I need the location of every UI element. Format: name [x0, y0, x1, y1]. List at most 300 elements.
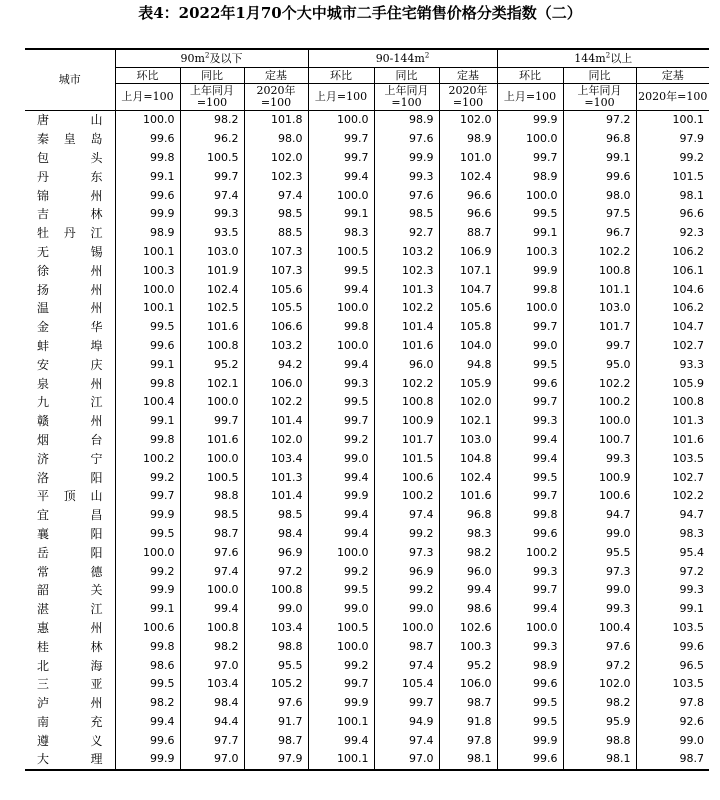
- index-value: 100.0: [115, 111, 180, 130]
- index-value: 100.8: [244, 581, 308, 600]
- index-value: 97.2: [244, 562, 308, 581]
- index-value: 99.3: [374, 167, 439, 186]
- city-name: 遵义: [37, 733, 103, 748]
- index-value: 99.4: [115, 713, 180, 732]
- index-value: 102.3: [374, 261, 439, 280]
- index-value: 101.5: [636, 167, 709, 186]
- index-value: 99.5: [115, 675, 180, 694]
- index-value: 99.5: [497, 468, 563, 487]
- table-row: [25, 243, 709, 262]
- index-value: 97.5: [563, 205, 636, 224]
- index-value: 100.6: [115, 619, 180, 638]
- index-value: 98.7: [180, 525, 244, 544]
- index-value: 97.4: [180, 562, 244, 581]
- index-value: 102.0: [244, 431, 308, 450]
- index-value: 99.7: [180, 412, 244, 431]
- index-value: 104.0: [439, 337, 497, 356]
- index-value: 98.4: [244, 525, 308, 544]
- table-row: [25, 506, 709, 525]
- index-value: 105.9: [439, 374, 497, 393]
- index-value: 101.6: [374, 337, 439, 356]
- index-value: 95.2: [439, 656, 497, 675]
- index-value: 97.9: [636, 130, 709, 149]
- table-row: [25, 318, 709, 337]
- index-value: 99.4: [308, 525, 374, 544]
- index-value: 99.3: [497, 562, 563, 581]
- index-value: 99.5: [497, 694, 563, 713]
- index-value: 99.4: [308, 506, 374, 525]
- index-value: 88.5: [244, 224, 308, 243]
- index-value: 100.8: [180, 619, 244, 638]
- index-value: 98.3: [636, 525, 709, 544]
- index-value: 96.0: [439, 562, 497, 581]
- index-value: 98.3: [308, 224, 374, 243]
- index-value: 106.2: [636, 243, 709, 262]
- index-value: 100.5: [308, 619, 374, 638]
- index-value: 104.8: [439, 449, 497, 468]
- table-row: [25, 750, 709, 770]
- table-row: [25, 355, 709, 374]
- index-value: 99.7: [308, 130, 374, 149]
- index-value: 97.4: [374, 506, 439, 525]
- base-header-yoy: 上年同月=100: [563, 84, 636, 111]
- index-value: 102.2: [374, 374, 439, 393]
- city-name: 三亚: [37, 677, 103, 692]
- index-value: 98.7: [244, 731, 308, 750]
- index-value: 102.3: [244, 167, 308, 186]
- index-value: 99.0: [374, 600, 439, 619]
- index-value: 99.8: [308, 318, 374, 337]
- city-name: 北海: [37, 658, 103, 673]
- table-row: [25, 280, 709, 299]
- index-value: 99.5: [497, 355, 563, 374]
- index-value: 102.4: [180, 280, 244, 299]
- index-value: 97.2: [636, 562, 709, 581]
- table-row: [25, 431, 709, 450]
- base-header-mom: 上月=100: [308, 84, 374, 111]
- index-value: 97.0: [180, 750, 244, 770]
- index-value: 102.7: [636, 468, 709, 487]
- index-value: 102.2: [563, 243, 636, 262]
- index-value: 98.9: [439, 130, 497, 149]
- city-name: 南充: [37, 714, 103, 729]
- index-value: 99.2: [308, 562, 374, 581]
- city-name: 惠州: [37, 620, 103, 635]
- index-value: 100.4: [563, 619, 636, 638]
- index-value: 103.2: [374, 243, 439, 262]
- table-row: [25, 581, 709, 600]
- city-name: 济宁: [37, 451, 103, 466]
- table-row: [25, 299, 709, 318]
- index-value: 103.0: [180, 243, 244, 262]
- city-name: 牡丹江: [37, 226, 103, 241]
- index-value: 98.9: [497, 167, 563, 186]
- table-row: [25, 487, 709, 506]
- index-value: 101.3: [374, 280, 439, 299]
- index-value: 92.7: [374, 224, 439, 243]
- index-value: 96.0: [374, 355, 439, 374]
- index-value: 100.0: [563, 412, 636, 431]
- index-value: 107.3: [244, 261, 308, 280]
- index-value: 97.2: [563, 656, 636, 675]
- index-value: 99.9: [308, 487, 374, 506]
- index-value: 99.8: [497, 280, 563, 299]
- base-header-fixed: 2020年=100: [244, 84, 308, 111]
- index-value: 98.2: [180, 637, 244, 656]
- index-value: 100.0: [115, 543, 180, 562]
- table-row: [25, 374, 709, 393]
- index-value: 100.0: [308, 337, 374, 356]
- index-value: 100.0: [115, 280, 180, 299]
- city-name: 桂林: [37, 639, 103, 654]
- index-value: 100.1: [115, 243, 180, 262]
- city-name: 金华: [37, 320, 103, 335]
- index-value: 94.7: [636, 506, 709, 525]
- index-value: 99.6: [563, 167, 636, 186]
- index-value: 100.6: [374, 468, 439, 487]
- index-value: 95.2: [180, 355, 244, 374]
- city-name: 大理: [25, 750, 115, 770]
- index-value: 100.8: [180, 337, 244, 356]
- index-value: 105.6: [439, 299, 497, 318]
- city-name: 泉州: [37, 376, 103, 391]
- index-value: 97.8: [439, 731, 497, 750]
- table-row: [25, 637, 709, 656]
- index-value: 100.0: [308, 186, 374, 205]
- city-name: 丹东: [37, 169, 103, 184]
- group-header-small: $90m^2$及以下: [115, 49, 308, 68]
- index-value: 92.6: [636, 713, 709, 732]
- index-value: 102.7: [636, 337, 709, 356]
- index-value: 100.0: [497, 186, 563, 205]
- index-value: 97.6: [244, 694, 308, 713]
- index-value: 99.6: [115, 337, 180, 356]
- index-value: 99.3: [308, 374, 374, 393]
- index-value: 88.7: [439, 224, 497, 243]
- city-name: 湛江: [37, 602, 103, 617]
- table-row: [25, 130, 709, 149]
- index-value: 95.5: [244, 656, 308, 675]
- index-value: 99.7: [497, 581, 563, 600]
- index-value: 98.6: [439, 600, 497, 619]
- group-header-medium: $90-144m^2$: [308, 49, 497, 68]
- index-value: 97.6: [374, 186, 439, 205]
- index-value: 99.2: [115, 468, 180, 487]
- base-header-yoy: 上年同月=100: [374, 84, 439, 111]
- index-value: 105.5: [244, 299, 308, 318]
- sub-header-mom: 环比: [308, 68, 374, 84]
- index-value: 99.4: [308, 280, 374, 299]
- index-value: 98.5: [244, 506, 308, 525]
- city-name: 平顶山: [37, 489, 103, 504]
- index-value: 99.3: [497, 637, 563, 656]
- index-value: 100.0: [497, 130, 563, 149]
- index-value: 96.7: [563, 224, 636, 243]
- index-value: 103.5: [636, 675, 709, 694]
- table-row: [25, 731, 709, 750]
- index-value: 100.0: [497, 619, 563, 638]
- city-name: 洛阳: [37, 470, 103, 485]
- index-value: 94.2: [244, 355, 308, 374]
- table-row: [25, 694, 709, 713]
- index-value: 99.3: [497, 412, 563, 431]
- index-value: 96.8: [439, 506, 497, 525]
- index-value: 99.6: [115, 186, 180, 205]
- index-value: 99.2: [308, 656, 374, 675]
- index-value: 98.9: [497, 656, 563, 675]
- index-value: 99.0: [563, 581, 636, 600]
- index-value: 96.5: [636, 656, 709, 675]
- index-value: 99.7: [308, 675, 374, 694]
- index-value: 100.0: [180, 449, 244, 468]
- index-value: 100.9: [374, 412, 439, 431]
- index-value: 100.0: [308, 111, 374, 130]
- index-value: 99.0: [308, 449, 374, 468]
- index-value: 99.9: [115, 506, 180, 525]
- index-value: 91.7: [244, 713, 308, 732]
- index-value: 96.6: [636, 205, 709, 224]
- index-value: 98.2: [563, 694, 636, 713]
- index-value: 100.1: [308, 713, 374, 732]
- index-value: 107.3: [244, 243, 308, 262]
- index-value: 95.0: [563, 355, 636, 374]
- index-value: 104.6: [636, 280, 709, 299]
- index-value: 99.5: [497, 713, 563, 732]
- index-value: 99.1: [115, 600, 180, 619]
- index-value: 101.6: [636, 431, 709, 450]
- index-value: 99.1: [115, 355, 180, 374]
- index-value: 99.7: [115, 487, 180, 506]
- index-value: 102.0: [244, 149, 308, 168]
- index-value: 97.3: [374, 543, 439, 562]
- sub-header-fixed: 定基: [439, 68, 497, 84]
- index-value: 100.2: [115, 449, 180, 468]
- index-value: 98.7: [439, 694, 497, 713]
- index-value: 99.7: [497, 149, 563, 168]
- index-value: 99.9: [115, 750, 180, 770]
- index-value: 100.5: [308, 243, 374, 262]
- index-value: 100.1: [636, 111, 709, 130]
- index-value: 99.8: [115, 431, 180, 450]
- index-value: 99.6: [497, 374, 563, 393]
- index-value: 101.6: [439, 487, 497, 506]
- index-value: 94.7: [563, 506, 636, 525]
- base-header-yoy: 上年同月=100: [180, 84, 244, 111]
- index-value: 106.2: [636, 299, 709, 318]
- table-title: 表4：2022年1月70个大中城市二手住宅销售价格分类指数（二）: [138, 4, 582, 22]
- index-value: 99.7: [180, 167, 244, 186]
- index-value: 103.0: [563, 299, 636, 318]
- index-value: 101.4: [244, 487, 308, 506]
- index-value: 101.8: [244, 111, 308, 130]
- index-value: 105.8: [439, 318, 497, 337]
- index-value: 94.4: [180, 713, 244, 732]
- index-value: 98.9: [115, 224, 180, 243]
- index-value: 100.5: [180, 149, 244, 168]
- index-value: 99.6: [636, 637, 709, 656]
- index-value: 105.6: [244, 280, 308, 299]
- city-name: 宜昌: [37, 508, 103, 523]
- price-index-table-wrapper: [25, 48, 709, 771]
- base-header-mom: 上月=100: [497, 84, 563, 111]
- index-value: 98.4: [180, 694, 244, 713]
- index-value: 99.8: [497, 506, 563, 525]
- index-value: 99.5: [115, 318, 180, 337]
- index-value: 107.1: [439, 261, 497, 280]
- index-value: 99.7: [374, 694, 439, 713]
- index-value: 99.0: [497, 337, 563, 356]
- index-value: 99.9: [497, 731, 563, 750]
- table-row: [25, 261, 709, 280]
- index-value: 105.2: [244, 675, 308, 694]
- index-value: 100.7: [563, 431, 636, 450]
- index-value: 99.6: [115, 130, 180, 149]
- index-value: 99.6: [115, 731, 180, 750]
- index-value: 102.6: [439, 619, 497, 638]
- table-row: [25, 525, 709, 544]
- table-row: [25, 205, 709, 224]
- index-value: 99.4: [308, 731, 374, 750]
- index-value: 96.2: [180, 130, 244, 149]
- index-value: 97.4: [374, 731, 439, 750]
- index-value: 101.7: [374, 431, 439, 450]
- index-value: 105.4: [374, 675, 439, 694]
- index-value: 97.3: [563, 562, 636, 581]
- city-name: 赣州: [37, 414, 103, 429]
- index-value: 106.0: [439, 675, 497, 694]
- table-row: [25, 111, 709, 130]
- index-value: 106.0: [244, 374, 308, 393]
- table-row: [25, 337, 709, 356]
- index-value: 92.3: [636, 224, 709, 243]
- index-value: 98.1: [563, 750, 636, 770]
- city-name: 安庆: [37, 357, 103, 372]
- index-value: 98.0: [563, 186, 636, 205]
- table-row: [25, 186, 709, 205]
- index-value: 100.0: [374, 619, 439, 638]
- index-value: 98.5: [374, 205, 439, 224]
- sub-header-yoy: 同比: [374, 68, 439, 84]
- index-value: 99.0: [563, 525, 636, 544]
- index-value: 99.1: [636, 600, 709, 619]
- index-value: 100.8: [636, 393, 709, 412]
- index-value: 103.4: [244, 619, 308, 638]
- index-value: 98.8: [244, 637, 308, 656]
- index-value: 99.5: [308, 393, 374, 412]
- index-value: 103.5: [636, 619, 709, 638]
- index-value: 99.9: [308, 694, 374, 713]
- city-name: 徐州: [37, 263, 103, 278]
- index-value: 97.0: [180, 656, 244, 675]
- index-value: 101.4: [244, 412, 308, 431]
- city-name: 唐山: [37, 113, 103, 128]
- index-value: 99.5: [308, 261, 374, 280]
- index-value: 100.3: [115, 261, 180, 280]
- index-value: 96.6: [439, 186, 497, 205]
- sub-header-mom: 环比: [115, 68, 180, 84]
- index-value: 99.1: [115, 167, 180, 186]
- index-value: 100.6: [563, 487, 636, 506]
- index-value: 100.2: [497, 543, 563, 562]
- index-value: 97.9: [244, 750, 308, 770]
- index-value: 98.5: [244, 205, 308, 224]
- index-value: 101.0: [439, 149, 497, 168]
- group-header-large: $144m^2$以上: [497, 49, 709, 68]
- index-value: 102.4: [439, 468, 497, 487]
- index-value: 102.2: [244, 393, 308, 412]
- index-value: 98.1: [439, 750, 497, 770]
- index-value: 103.4: [180, 675, 244, 694]
- index-value: 99.1: [308, 205, 374, 224]
- index-value: 99.6: [497, 675, 563, 694]
- city-name: 锦州: [37, 188, 103, 203]
- index-value: 101.6: [180, 318, 244, 337]
- index-value: 100.0: [308, 637, 374, 656]
- index-value: 102.2: [374, 299, 439, 318]
- index-value: 91.8: [439, 713, 497, 732]
- table-row: [25, 713, 709, 732]
- index-value: 98.9: [374, 111, 439, 130]
- index-value: 106.1: [636, 261, 709, 280]
- table-row: [25, 562, 709, 581]
- index-value: 97.6: [563, 637, 636, 656]
- index-value: 102.0: [439, 111, 497, 130]
- city-name: 无锡: [37, 244, 103, 259]
- index-value: 97.6: [374, 130, 439, 149]
- index-value: 99.5: [308, 581, 374, 600]
- index-value: 100.8: [374, 393, 439, 412]
- index-value: 97.4: [244, 186, 308, 205]
- index-value: 98.2: [180, 111, 244, 130]
- index-value: 106.9: [439, 243, 497, 262]
- sub-header-fixed: 定基: [636, 68, 709, 84]
- index-value: 99.0: [244, 600, 308, 619]
- index-value: 95.4: [636, 543, 709, 562]
- index-value: 98.6: [115, 656, 180, 675]
- index-value: 99.8: [115, 637, 180, 656]
- index-value: 98.2: [115, 694, 180, 713]
- table-row: [25, 619, 709, 638]
- index-value: 94.8: [439, 355, 497, 374]
- index-value: 96.9: [244, 543, 308, 562]
- index-value: 98.2: [439, 543, 497, 562]
- index-value: 98.7: [636, 750, 709, 770]
- index-value: 100.4: [115, 393, 180, 412]
- index-value: 100.3: [497, 243, 563, 262]
- city-name: 蚌埠: [37, 338, 103, 353]
- city-name: 包头: [37, 150, 103, 165]
- index-value: 100.0: [308, 543, 374, 562]
- table-row: [25, 412, 709, 431]
- city-name: 扬州: [37, 282, 103, 297]
- index-value: 99.4: [439, 581, 497, 600]
- index-value: 99.6: [497, 525, 563, 544]
- index-value: 106.6: [244, 318, 308, 337]
- index-value: 102.0: [439, 393, 497, 412]
- index-value: 104.7: [636, 318, 709, 337]
- sub-header-yoy: 同比: [180, 68, 244, 84]
- index-value: 99.7: [308, 149, 374, 168]
- index-value: 104.7: [439, 280, 497, 299]
- index-value: 100.0: [180, 393, 244, 412]
- city-name: 烟台: [37, 432, 103, 447]
- index-value: 102.4: [439, 167, 497, 186]
- index-value: 99.4: [180, 600, 244, 619]
- index-value: 95.9: [563, 713, 636, 732]
- index-value: 94.9: [374, 713, 439, 732]
- index-value: 99.3: [563, 449, 636, 468]
- base-header-mom: 上月=100: [115, 84, 180, 111]
